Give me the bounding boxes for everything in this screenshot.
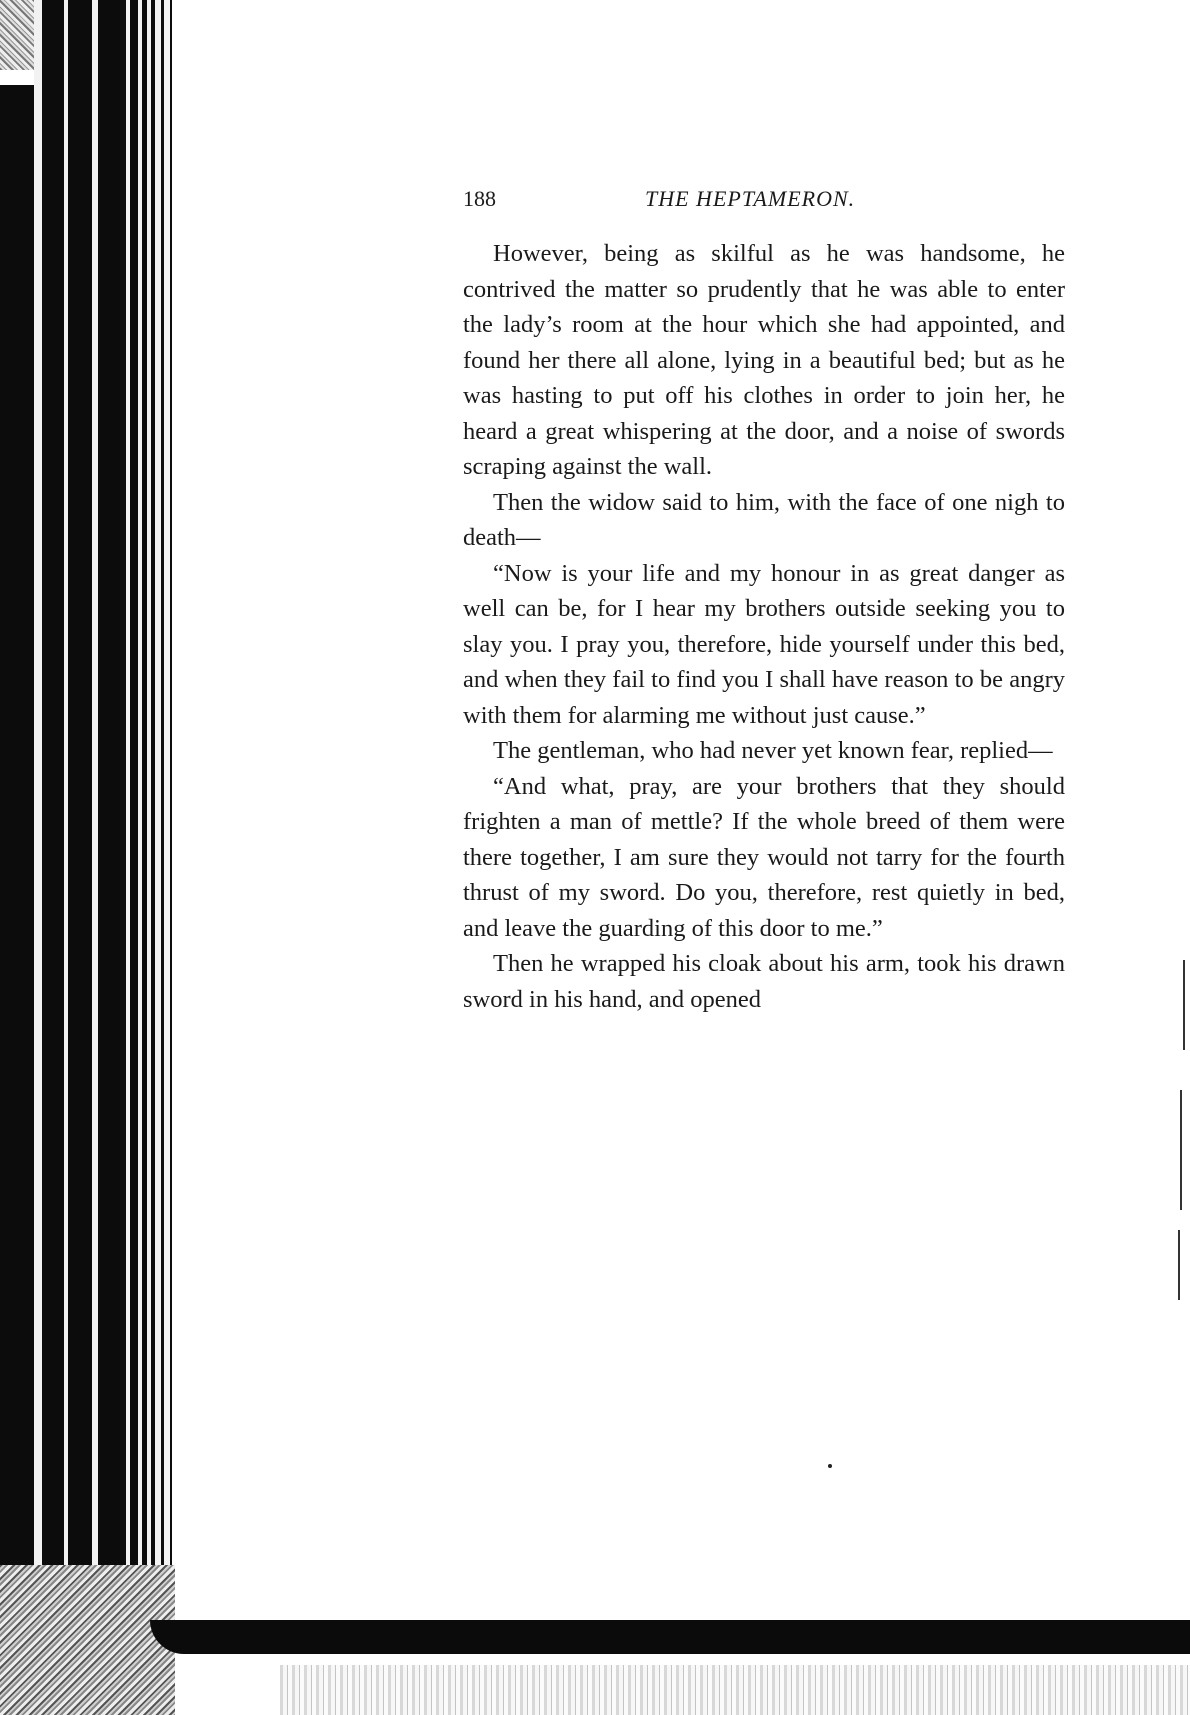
book-page-edge: [0, 0, 182, 1715]
scan-edge-mark: [1178, 1230, 1180, 1300]
paragraph: The gentleman, who had never yet known fear, replied—: [493, 737, 1053, 764]
page-stack-dark: [170, 0, 172, 1715]
scan-speckle-bottom: [0, 1565, 175, 1715]
page-stack-dark: [68, 0, 92, 1715]
page-header: [463, 186, 1063, 216]
page-stack-dark: [0, 85, 34, 1715]
paragraph: Then he wrapped his cloak about his arm, took his drawn sword in his hand, and opened: [463, 950, 1065, 1013]
scan-edge-mark: [1183, 960, 1185, 1050]
page-stack-dark: [130, 0, 138, 1715]
page-stack-gap: [34, 0, 42, 1715]
body-text: [463, 236, 1065, 1017]
page-number: 188: [463, 186, 496, 211]
running-title: THE HEPTAMERON.: [645, 186, 856, 211]
dust-speck: [828, 1464, 832, 1468]
page-stack-dark: [98, 0, 126, 1715]
paragraph: “Now is your life and my honour in as great danger as well can be, for I hear my brothers outside seeking you to slay you. I pray you, therefore, hide yourself under this bed, and when they fail to find you I shall have reason to be angry with them for alarming me without just cause.”: [463, 559, 1065, 729]
page-stack-dark: [42, 0, 64, 1715]
scan-edge-mark: [1180, 1090, 1182, 1210]
paragraph: “And what, pray, are your brothers that they should frighten a man of mettle? If the whole breed of them were there together, I am sure they would not tarry for the fourth thrust of my sword. Do you, therefore, rest quietly in bed, and leave the guarding of this door to me.”: [463, 772, 1065, 942]
paragraph: Then the widow said to him, with the face of one nigh to death—: [463, 488, 1065, 551]
page-bottom-edge: [150, 1620, 1190, 1654]
scan-speckle-bottom-edge: [280, 1665, 1190, 1715]
paragraph: However, being as skilful as he was handsome, he contrived the matter so prudently that he was able to enter the lady’s room at the hour which she had appointed, and found her there all alone, lying in a beautiful bed; but as he was hasting to put off his clothes in order to join her, he heard a great whispering at the door, and a noise of swords scraping against the wall.: [463, 240, 1065, 480]
